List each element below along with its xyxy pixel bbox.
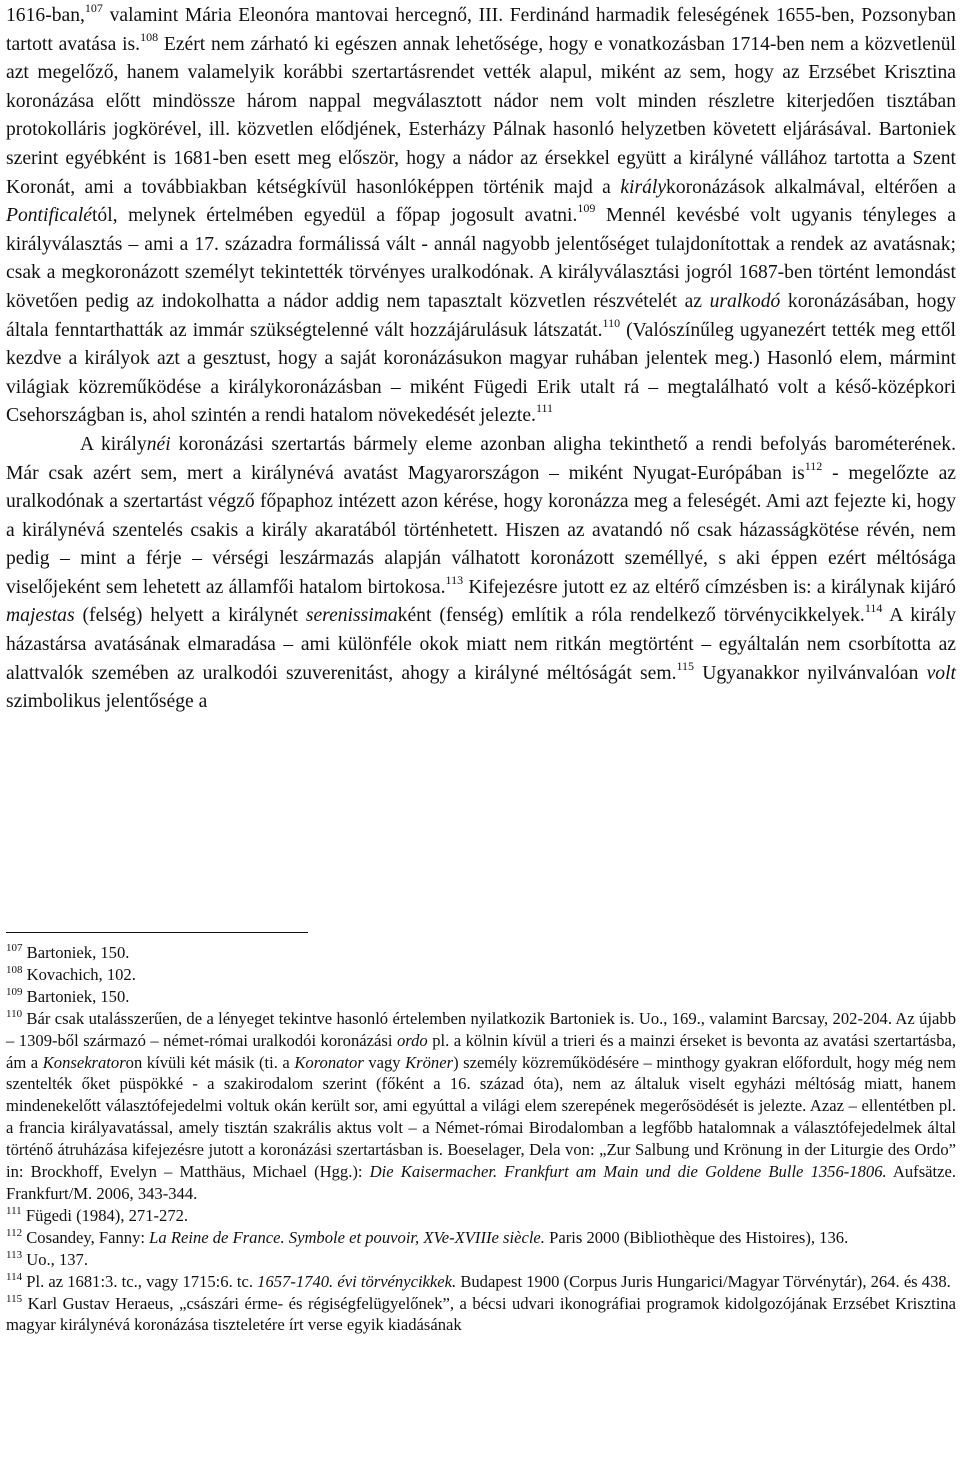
footnote-number: 109	[6, 985, 23, 998]
footnote-text: on kívüli két másik (ti. a	[125, 1052, 295, 1072]
text-run: tól, melynek értelmében egyedül a főpap jogosult avatni.	[91, 205, 578, 227]
footnote-ref-113[interactable]: 113	[445, 572, 464, 587]
text-run: Ezért nem zárható ki egészen annak lehetősége, hogy e vonatkozásban 1714-ben nem a közvetlenül azt megelőző, hanem valamelyik korábbi szertartásrendet vették alapul, miként az sem, hogy az Erzsébet Krisztina koronázása előtt mindössze három nappal megválasztott nádor nem volt minden részletre kiterjedően tisztában protokolláris jogkörével, ill. közvetlen elődjének, Esterházy Pálnak hasonló helyzetben követett eljárásával. Bartoniek szerint egyébként is 1681-ben esett meg először, hogy a nádor az érsekkel együtt a királyné vállához tartotta a Szent Koronát, ami a továbbiakban kétségkívül hasonlóképpen történik majd a	[6, 33, 956, 198]
footnote-number: 107	[6, 942, 23, 954]
footnote-number: 108	[6, 963, 23, 976]
footnote-separator	[6, 932, 308, 933]
italic-text: Pontificalé	[6, 205, 92, 227]
main-text	[6, 0, 956, 717]
text-run: koronázások alkalmával, eltérően a	[666, 176, 956, 198]
footnote-number: 113	[6, 1248, 23, 1261]
italic-text: ordo	[396, 1030, 428, 1050]
footnote-text: Karl Gustav Heraeus, „császári érme- és régiségfelügyelőnek”, a bécsi udvari ikonográfiai programok kidolgozójának Erzsébet Krisztina magyar királynévá koronázása tiszteletére írt verse egyik kiadásának	[6, 1293, 956, 1335]
footnotes-section	[6, 942, 956, 1336]
italic-text: Kröner	[405, 1052, 454, 1072]
footnote-text: Bár csak utalásszerűen, de a lényeget tekintve hasonló értelemben nyilatkozik Bartoniek is. Uo., 169., valamint Barcsay, 202-204. Az újabb – 1309-ből származó – német-római uralkodói koronázási	[6, 1008, 956, 1050]
footnote-text: pl. a kölnin kívül a trieri és a mainzi érseket is bevonta az avatási szertartásba, ám a	[6, 1030, 956, 1072]
footnote-text: Bartoniek, 150.	[22, 943, 130, 962]
footnote-115	[6, 1293, 956, 1337]
footnote-111	[6, 1205, 956, 1227]
text-run: A király házastársa avatásának elmaradása – ami különféle okok miatt nem ritkán megtörtént – egyáltalán nem csorbította az alattvalók szemében az uralkodói szuverenitást, ahogy a királyné méltóságát sem.	[6, 605, 956, 684]
footnote-ref-107[interactable]: 107	[84, 1, 103, 15]
footnote-text: ) személy közreműködésére – minthogy gyakran előfordult, hogy még nem szentelték őket püspökké - a szakirodalom szerint (főként a 16. század óta), nem az általuk viselt egyházi méltóság miatt, hanem mindenekelőtt választófejedelmi voltuk okán került sor, ami egyúttal a világi elem szerepének megerősödését is jelezte. Azaz – ellentétben pl. a francia királyavatással, amely tisztán szakrális aktus volt – a Német-római Birodalomban a legfőbb hatalomnak a választófejedelmek által történő átruházása kifejezésre jutott a koronázási szertartásban is. Boeselager, Dela von: „Zur Salbung und Krönung in der Liturgie des Ordo” in: Brockhoff, Evelyn – Matthäus, Michael (Hgg.):	[6, 1052, 956, 1182]
footnote-number: 111	[6, 1204, 22, 1217]
text-run: szimbolikus jelentősége a	[6, 691, 208, 713]
footnote-ref-110[interactable]: 110	[602, 315, 621, 330]
text-run: 1616-ban,	[6, 5, 85, 26]
footnote-text: Paris 2000 (Bibliothèque des Histoires), 136.	[544, 1227, 849, 1247]
italic-text: serenissima	[305, 605, 398, 627]
footnote-110	[6, 1008, 956, 1205]
text-run: A király	[80, 433, 147, 455]
footnote-text: Bartoniek, 150.	[22, 986, 130, 1006]
footnote-text: Budapest 1900 (Corpus Juris Hungarici/Magyar Törvénytár), 264. és 438.	[456, 1271, 951, 1291]
footnote-text: Cosandey, Fanny:	[22, 1227, 150, 1247]
italic-text: 1657-1740. évi törvénycikkek.	[257, 1271, 457, 1291]
footnote-112	[6, 1227, 956, 1249]
footnote-113	[6, 1249, 956, 1271]
paragraph-1	[6, 2, 956, 431]
text-run: Kifejezésre jutott ez az eltérő címzésben is: a királynak kijáró	[463, 576, 956, 598]
italic-text: Konsekrator	[42, 1052, 126, 1072]
footnote-ref-109[interactable]: 109	[577, 201, 596, 216]
italic-text: uralkodó	[709, 290, 781, 312]
italic-text: majestas	[6, 605, 75, 627]
italic-text: király	[620, 176, 667, 198]
italic-text: La Reine de France. Symbole et pouvoir, XVe-XVIIIe siècle.	[149, 1227, 545, 1247]
text-run: koronázási szertartás bármely eleme azonban aligha tekinthető a rendi befolyás barométerének. Már csak azért sem, mert a királynévá avatást Magyarországon – miként Nyugat-Európában is	[6, 433, 957, 484]
footnote-ref-108[interactable]: 108	[140, 29, 159, 44]
italic-text: Koronator	[294, 1052, 364, 1072]
document-page	[6, 0, 956, 1476]
footnote-114	[6, 1271, 956, 1293]
footnote-ref-112[interactable]: 112	[804, 458, 823, 473]
footnote-number: 110	[6, 1007, 23, 1020]
footnote-text: vagy	[363, 1052, 406, 1072]
footnote-number: 114	[6, 1270, 23, 1283]
footnote-ref-114[interactable]: 114	[864, 601, 883, 616]
italic-text: volt	[926, 662, 956, 684]
footnote-number: 115	[6, 1292, 23, 1305]
text-run: ként (fenség) említik a róla rendelkező törvénycikkelyek.	[397, 605, 865, 627]
text-run: (Valószínűleg ugyanezért tették meg ettől kezdve a királyok azt a gesztust, hogy a saját koronázásukon magyar ruhában jelentek meg.) Hasonló elem, mármint világiak közreműködése a királykoronázásban – miként Fügedi Erik utalt rá – megtalálható volt a késő-középkori Csehországban is, ahol szintén a rendi hatalom növekedését jelezte.	[6, 319, 956, 427]
paragraph-2	[6, 431, 956, 717]
footnote-text: Kovachich, 102.	[22, 964, 136, 984]
footnote-text: Pl. az 1681:3. tc., vagy 1715:6. tc.	[22, 1271, 258, 1291]
text-run: koronázásában, hogy általa fenntarthatták az immár szükségtelenné vált hozzájárulásuk látszatát.	[6, 290, 956, 341]
footnote-109	[6, 986, 956, 1008]
text-run: Mennél kevésbé volt ugyanis tényleges a királyválasztás – ami a 17. századra formálissá vált - annál nagyobb jelentőséget tulajdonítottak a rendek az avatásnak; csak a megkoronázott személyt tekintették törvényes uralkodónak. A királyválasztási jogról 1687-ben történt lemondást követően pedig az indokolhatta a nádor addig nem tapasztalt közvetlen részvételét az	[6, 205, 956, 312]
italic-text: Die Kaisermacher. Frankfurt am Main und die Goldene Bulle 1356-1806.	[369, 1162, 887, 1182]
footnote-108	[6, 964, 956, 986]
italic-text: néi	[146, 433, 171, 455]
footnote-number: 112	[6, 1226, 23, 1239]
footnote-ref-115[interactable]: 115	[676, 658, 695, 673]
footnote-text: Uo., 137.	[22, 1249, 89, 1269]
footnote-text: Fügedi (1984), 271-272.	[21, 1205, 189, 1225]
footnote-107	[6, 942, 956, 964]
footnote-ref-111[interactable]: 111	[535, 401, 554, 416]
text-run: (felség) helyett a királynét	[74, 605, 306, 627]
text-run: Ugyanakkor nyilvánvalóan	[694, 662, 927, 684]
text-run: valamint Mária Eleonóra mantovai hercegnő, III. Ferdinánd harmadik feleségének 1655-ben, Pozsonyban tartott avatása is.	[6, 5, 956, 55]
text-run: - megelőzte az uralkodónak a szertartást végző főpaphoz intézett azon kérése, hogy koronázza meg a feleségét. Ami azt fejezte ki, hogy a királynévá szentelés csakis a király akaratából történhetett. Hiszen az avatandó nő csak házasságkötése révén, nem pedig – mint a férje – vérségi leszármazás alapján válhatott koronázott személlyé, s aki éppen ezért méltósága viselőjeként sem lehetett az államfői hatalom birtokosa.	[6, 462, 957, 598]
footnote-text: Aufsätze. Frankfurt/M. 2006, 343-344.	[6, 1162, 957, 1203]
